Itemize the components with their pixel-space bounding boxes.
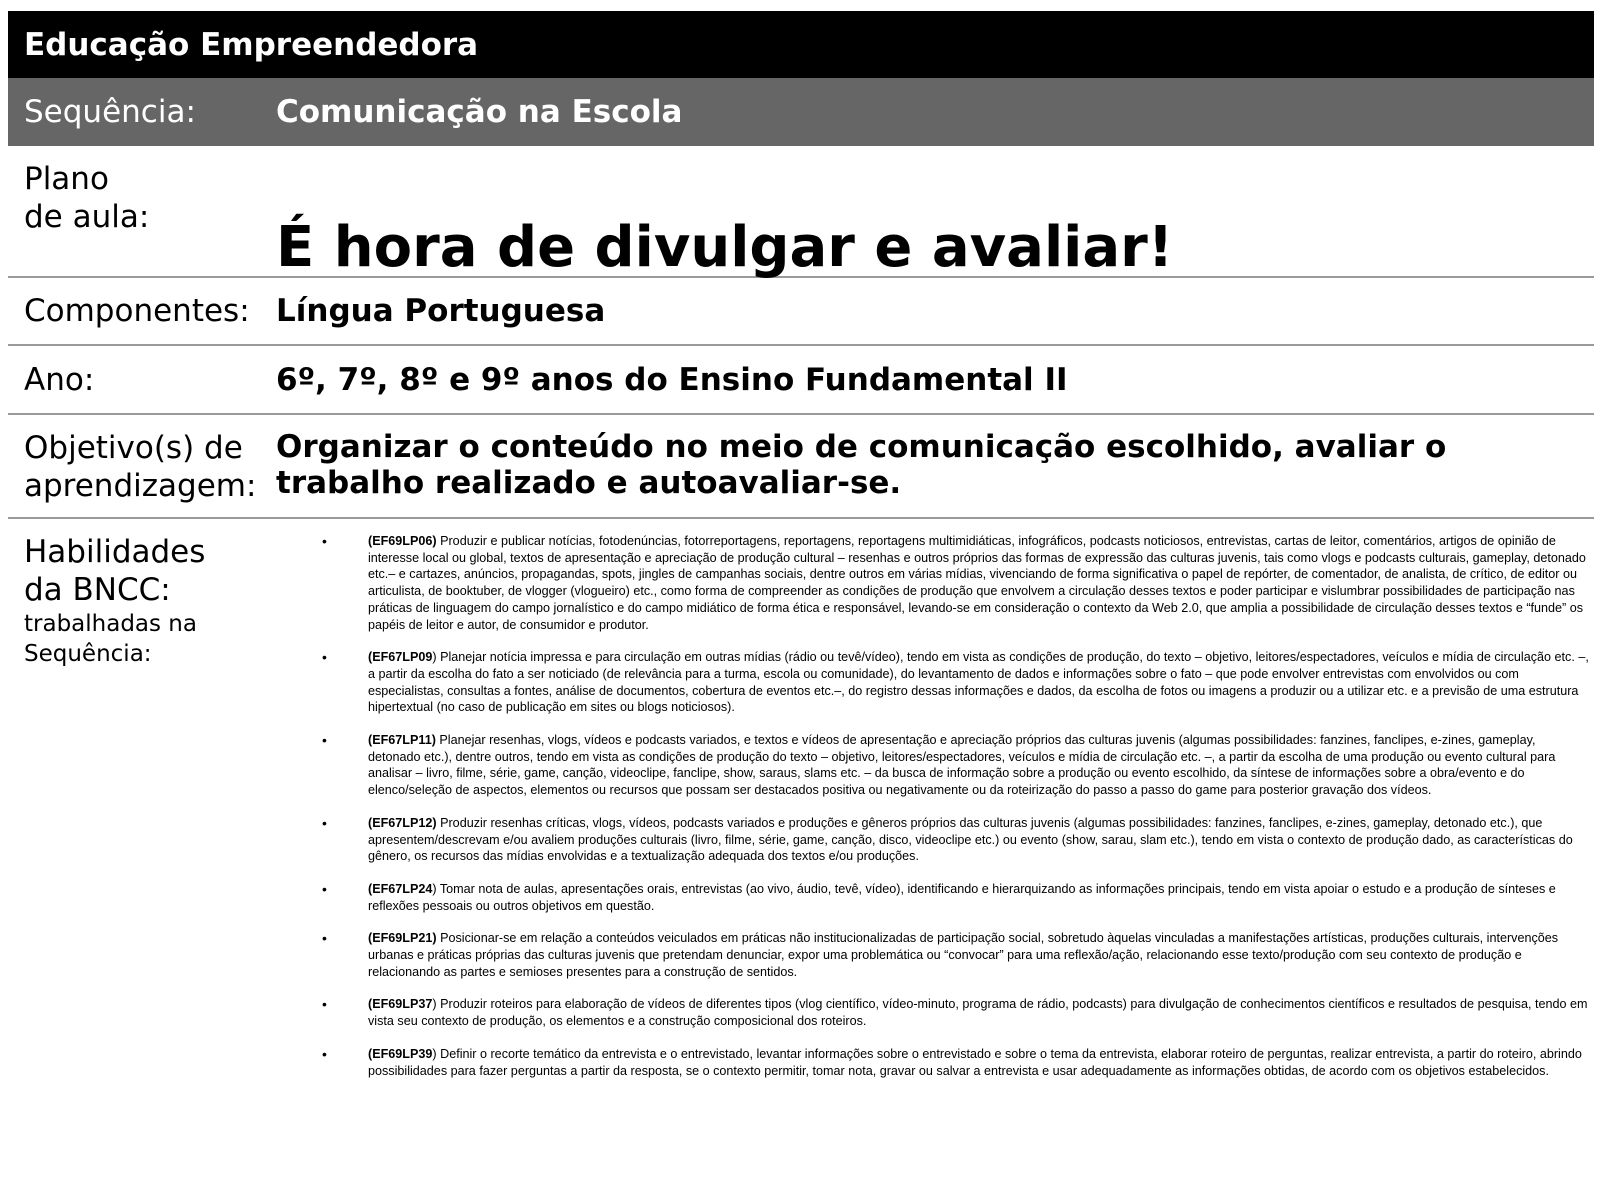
skill-code: (EF67LP12) <box>368 815 437 830</box>
skill-text: ) Produzir roteiros para elaboração de vídeos de diferentes tipos (vlog científico, vídeo-minuto, programa de rádio, podcasts) para divulgação de conhecimentos científicos e resultados de pesquisa, tendo em vista seu contexto de produção, os elementos e a construção composicional dos roteiros. <box>368 997 1588 1029</box>
skill-code: (EF67LP24 <box>368 881 433 896</box>
skill-item <box>322 881 1594 914</box>
skill-code: (EF69LP21) <box>368 931 437 946</box>
objectives-value: Organizar o conteúdo no meio de comunicação escolhido, avaliar o trabalho realizado e autoavaliar-se. <box>276 429 1447 501</box>
skill-code: (EF69LP37 <box>368 997 433 1012</box>
plan-title: É hora de divulgar e avaliar! <box>276 215 1174 280</box>
year-label: Ano: <box>24 361 95 398</box>
objectives-label-line2: aprendizagem: <box>24 468 257 504</box>
skills-label-line3: trabalhadas na <box>24 611 197 637</box>
sequence-bar <box>8 78 1594 146</box>
skills-row <box>8 519 1594 1095</box>
bullet-icon: • <box>322 930 327 947</box>
skill-code: (EF69LP06) <box>368 534 437 548</box>
skill-code: (EF69LP39 <box>368 1046 433 1061</box>
objectives-label <box>8 429 276 517</box>
skill-item <box>322 732 1594 799</box>
components-value: Língua Portuguesa <box>276 293 606 329</box>
year-row <box>8 346 1594 415</box>
skills-label-line1: Habilidades <box>24 534 206 570</box>
components-label: Componentes: <box>24 293 250 329</box>
skills-label <box>8 533 276 1095</box>
plan-label-line1: Plano <box>24 161 109 197</box>
objectives-label-line1: Objetivo(s) de <box>24 430 243 466</box>
skill-item <box>322 649 1594 716</box>
lesson-plan-sheet <box>8 11 1594 1095</box>
skill-item <box>322 815 1594 865</box>
skill-item <box>322 533 1594 633</box>
skill-code: (EF67LP09 <box>368 650 433 665</box>
plan-label <box>8 146 276 276</box>
bullet-icon: • <box>322 1045 327 1062</box>
header-bar <box>8 11 1594 78</box>
skill-text: Posicionar-se em relação a conteúdos veiculados em práticas não institucionalizadas de participação social, sobretudo àquelas vinculadas a manifestações artísticas, produções culturais, intervenções urbanas e práticas próprias das culturas juvenis que pretendam denunciar, expor uma problemática ou “convocar” para uma reflexão/ação, relacionando esse texto/produção com seu contexto de produção e relacionando as partes e semioses presentes para a construção de sentidos. <box>368 931 1559 979</box>
bullet-icon: • <box>322 732 327 749</box>
plan-row <box>8 146 1594 278</box>
plan-label-line2: de aula: <box>24 199 150 235</box>
skills-label-line2: da BNCC: <box>24 572 171 608</box>
sequence-value: Comunicação na Escola <box>276 94 683 130</box>
skill-code: (EF67LP11) <box>368 733 436 748</box>
skill-item <box>322 930 1594 980</box>
skill-text: Planejar resenhas, vlogs, vídeos e podcasts variados, e textos e vídeos de apresentação e apreciação próprios das culturas juvenis (algumas possibilidades: fanzines, fanclipes, e-zines, gameplay, detonado etc.), dentre outros, tendo em vista as condições de produção do texto – objetivo, leitores/espectadores, veículos e mídia de circulação etc. –, a partir da escolha de uma produção ou evento cultural para analisar – livro, filme, série, game, canção, videoclipe, fanclipe, show, saraus, slams etc. – da busca de informação sobre a produção ou evento escolhido, da síntese de informações sobre a obra/evento e do elenco/seleção de aspectos, elementos ou recursos que possam ser destacados positiva ou negativamente ou da roteirização do passo a passo do game para posterior gravação dos vídeos. <box>368 733 1556 798</box>
header-title: Educação Empreendedora <box>24 26 479 63</box>
year-value: 6º, 7º, 8º e 9º anos do Ensino Fundamental II <box>276 361 1068 398</box>
bullet-icon: • <box>322 880 327 897</box>
skill-text: Produzir resenhas críticas, vlogs, vídeos, podcasts variados e produções e gêneros próprios das culturas juvenis (algumas possibilidades: fanzines, fanclipes, e-zines, gameplay, detonado etc.), que apresentem/descrevam e/ou avaliem produções culturais (livro, filme, série, game, canção, disco, videoclipe etc.) ou evento (show, sarau, slam etc.), tendo em vista o contexto de produção dado, as características do gênero, os recursos das mídias envolvidas e a textualização adequada dos textos e/ou produções. <box>368 815 1573 864</box>
components-row <box>8 278 1594 346</box>
skills-label-line4: Sequência: <box>24 641 152 667</box>
skill-text: ) Tomar nota de aulas, apresentações orais, entrevistas (ao vivo, áudio, tevê, vídeo), identificando e hierarquizando as informações principais, tendo em vista apoiar o estudo e a produção de sínteses e reflexões pessoais ou outros objetivos em questão. <box>368 881 1556 913</box>
bullet-icon: • <box>322 996 327 1013</box>
skill-text: ) Definir o recorte temático da entrevista e o entrevistado, levantar informações sobre o entrevistado e sobre o tema da entrevista, elaborar roteiro de perguntas, realizar entrevista, a partir do roteiro, abrindo possibilidades para fazer perguntas a partir da resposta, se o contexto permitir, tomar nota, gravar ou salvar a entrevista e usar adequadamente as informações obtidas, de acordo com os objetivos estabelecidos. <box>368 1046 1582 1078</box>
bullet-icon: • <box>322 814 327 831</box>
skill-text: Produzir e publicar notícias, fotodenúncias, fotorreportagens, reportagens, reportagens multimidiáticas, infográficos, podcasts noticiosos, entrevistas, cartas de leitor, comentários, artigos de opinião de interesse local ou global, textos de apresentação e apreciação de produção cultural – resenhas e outros próprios das formas de expressão das culturas juvenis, tais como vlogs e podcasts culturais, gameplay, detonado etc.– e cartazes, anúncios, propagandas, spots, jingles de campanhas sociais, dentre outros em várias mídias, vivenciando de forma significativa o papel de repórter, de comentador, de analista, de crítico, de editor ou articulista, de booktuber, de vlogger (vlogueiro) etc., como forma de compreender as condições de produção que envolvem a circulação desses textos e poder participar e vislumbrar possibilidades de participação nas práticas de linguagem do campo jornalístico e do campo midiático de forma ética e responsável, levando-se em consideração o contexto da Web 2.0, que amplia a possibilidade de circulação desses textos e “funde” os papéis de leitor e autor, de consumidor e produtor. <box>368 534 1586 632</box>
sequence-label: Sequência: <box>24 94 196 130</box>
objectives-row <box>8 415 1594 519</box>
skill-text: ) Planejar notícia impressa e para circulação em outras mídias (rádio ou tevê/vídeo), tendo em vista as condições de produção, do texto – objetivo, leitores/espectadores, veículos e mídia de circulação etc. –, a partir da escolha do fato a ser noticiado (de relevância para a turma, escola ou comunidade), do levantamento de dados e informações sobre o fato – que pode envolver entrevistas com envolvidos ou com especialistas, consultas a fontes, análise de documentos, cobertura de eventos etc.–, do registro dessas informações e dados, da escolha de fotos ou imagens a produzir ou a utilizar etc. e a previsão de uma estrutura hipertextual (no caso de publicação em sites ou blogs noticiosos). <box>368 650 1589 715</box>
skills-list <box>276 533 1594 1095</box>
bullet-icon: • <box>322 533 327 549</box>
skill-item <box>322 1046 1594 1079</box>
skill-item <box>322 996 1594 1029</box>
bullet-icon: • <box>322 649 327 666</box>
